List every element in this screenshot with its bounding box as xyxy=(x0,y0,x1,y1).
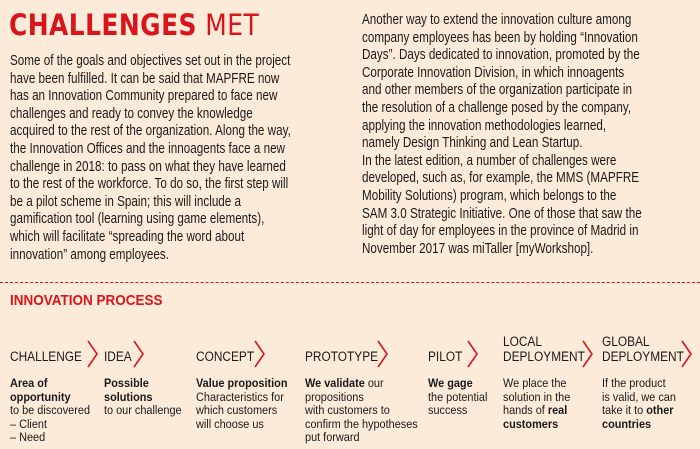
paragraph-line: has an Innovation Community prepared to face new xyxy=(10,88,278,105)
paragraph-line: challenge in 2018: to pass on what they have learned xyxy=(10,158,286,175)
step-description xyxy=(10,377,90,445)
paragraph-line: the resolution of a challenge posed by the company, xyxy=(362,99,632,116)
paragraph-line: namely Design Thinking and Lean Startup. xyxy=(362,135,583,152)
plain-text: – Need xyxy=(10,430,46,444)
chevron-right-icon xyxy=(132,339,146,369)
step-description-line xyxy=(503,404,570,418)
chevron-right-icon xyxy=(680,339,694,369)
paragraph-line: gamification tool (learning using game elements), xyxy=(10,211,265,228)
paragraph-line: company employees has been by holding “Innovation xyxy=(362,29,638,46)
bold-text: Value proposition xyxy=(196,376,288,390)
plain-text: hands of xyxy=(503,403,548,417)
step-description-line xyxy=(305,377,418,391)
step-label-line: DEPLOYMENT xyxy=(602,349,684,364)
step-description xyxy=(305,377,418,445)
step-description-line xyxy=(428,404,487,418)
step-description-line xyxy=(196,377,287,391)
plain-text: propositions xyxy=(305,389,364,404)
step-description-line xyxy=(10,377,90,391)
left-paragraph xyxy=(10,53,291,264)
plain-text: Characteristics for xyxy=(196,389,284,404)
step-description-line xyxy=(10,391,90,405)
step-description xyxy=(104,377,182,418)
paragraph-line: to the rest of the workforce. To do so, the first step will xyxy=(10,176,289,193)
bold-text: other xyxy=(646,403,674,417)
paragraph-line: Days”. Days dedicated to innovation, promoted by the xyxy=(362,47,640,64)
paragraph-line: applying the innovation methodologies learned, xyxy=(362,117,607,134)
bold-text: We gage xyxy=(428,376,473,390)
paragraph-line: Mobility Solutions) program, which belongs to the xyxy=(362,187,617,204)
step-label-line: PROTOTYPE xyxy=(305,349,379,364)
right-paragraph xyxy=(362,12,642,258)
paragraph-line: Some of the goals and objectives set out in the project xyxy=(10,53,291,69)
paragraph-line: November 2017 was miTaller [myWorkshop]. xyxy=(362,240,594,257)
plain-text: success xyxy=(428,403,468,417)
step-label-line: PILOT xyxy=(428,349,463,364)
step-label xyxy=(196,349,254,364)
paragraph-line: acquired to the rest of the organization. Along the way, xyxy=(10,123,291,140)
paragraph-line: SAM 3.0 Strategic Initiative. One of those that saw the xyxy=(362,205,642,222)
plain-text: our xyxy=(364,376,384,390)
paragraph-line: be a pilot scheme in Spain; this will include a xyxy=(10,193,242,210)
step-label xyxy=(602,334,684,364)
step-description-line xyxy=(10,418,90,432)
step-description-line xyxy=(305,391,418,405)
plain-text: to our challenge xyxy=(104,403,182,417)
step-description-line xyxy=(196,404,287,418)
bold-text: solutions xyxy=(104,389,153,404)
process-title: INNOVATION PROCESS xyxy=(10,292,163,309)
step-description-line xyxy=(428,391,487,405)
step-label-line: CHALLENGE xyxy=(10,349,82,364)
bold-text: Area of xyxy=(10,376,48,390)
plain-text: will choose us xyxy=(196,416,264,431)
step-description-line xyxy=(305,404,418,418)
paragraph-line: Corporate Innovation Division, in which innoagents xyxy=(362,64,625,81)
step-description-line xyxy=(503,391,570,405)
paragraph-line: light of day for employees in the province of Madrid in xyxy=(362,223,639,240)
step-description-line xyxy=(305,418,418,432)
step-label-line: GLOBAL xyxy=(602,334,650,349)
plain-text: which customers xyxy=(196,403,278,417)
step-label-line: IDEA xyxy=(104,349,132,364)
step-label xyxy=(305,349,378,364)
paragraph-line: In the latest edition, a number of challenges were xyxy=(362,152,617,169)
plain-text: confirm the hypotheses xyxy=(305,416,418,431)
title-bold: CHALLENGES xyxy=(9,8,197,42)
bold-text: Possible xyxy=(104,376,149,390)
plain-text: We place the xyxy=(503,376,567,390)
chevron-right-icon xyxy=(466,339,480,369)
chevron-right-icon xyxy=(376,339,390,369)
step-description-line xyxy=(196,391,287,405)
plain-text: with customers to xyxy=(305,403,390,417)
plain-text: If the product xyxy=(602,376,666,390)
paragraph-line: Another way to extend the innovation culture among xyxy=(362,12,632,28)
bold-text: real xyxy=(547,403,568,417)
step-description-line xyxy=(428,377,487,391)
bold-text: opportunity xyxy=(10,389,71,404)
step-description-line xyxy=(602,377,676,391)
chevron-right-icon xyxy=(581,339,595,369)
bold-text: We validate xyxy=(305,376,365,390)
step-description-line xyxy=(196,418,287,432)
step-description xyxy=(602,377,676,431)
step-label-line: LOCAL xyxy=(503,334,542,349)
step-label xyxy=(10,349,82,364)
step-description-line xyxy=(10,404,90,418)
step-description-line xyxy=(305,431,418,445)
step-description xyxy=(196,377,287,431)
paragraph-line: innovation” among employees. xyxy=(10,246,170,263)
step-label-line: DEPLOYMENT xyxy=(503,349,585,364)
title-light: MET xyxy=(205,8,260,42)
plain-text: put forward xyxy=(305,430,360,444)
section-divider xyxy=(0,282,700,283)
paragraph-line: have been fulfilled. It can be said that MAPFRE now xyxy=(10,70,280,87)
paragraph-line: and other members of the organization participate in xyxy=(362,82,632,99)
step-description xyxy=(503,377,570,431)
step-description-line xyxy=(602,391,676,405)
plain-text: – Client xyxy=(10,416,47,431)
paragraph-line: developed, such as, for example, the MMS (MAPFRE xyxy=(362,170,640,187)
paragraph-line: the Innovation Offices and the innoagents face a new xyxy=(10,140,285,157)
plain-text: is valid, we can xyxy=(602,389,676,404)
step-label xyxy=(428,349,462,364)
step-description-line xyxy=(104,391,182,405)
step-description-line xyxy=(503,377,570,391)
paragraph-line: which will facilitate “spreading the word about xyxy=(10,228,245,245)
chevron-right-icon xyxy=(86,339,100,369)
bold-text: countries xyxy=(602,416,652,431)
plain-text: to be discovered xyxy=(10,403,91,417)
step-description xyxy=(428,377,487,418)
step-label-line: CONCEPT xyxy=(196,349,255,364)
plain-text: take it to xyxy=(602,403,647,417)
step-description-line xyxy=(602,418,676,432)
step-label xyxy=(104,349,132,364)
step-description-line xyxy=(602,404,676,418)
chevron-right-icon xyxy=(253,339,267,369)
step-description-line xyxy=(104,377,182,391)
step-description-line xyxy=(503,418,570,432)
step-label xyxy=(503,334,585,364)
bold-text: customers xyxy=(503,416,559,431)
paragraph-line: challenges and ready to convey the knowledge xyxy=(10,105,253,122)
step-description-line xyxy=(10,431,90,445)
page-title xyxy=(9,5,259,45)
step-description-line xyxy=(104,404,182,418)
plain-text: the potential xyxy=(428,389,488,404)
plain-text: solution in the xyxy=(503,389,571,404)
